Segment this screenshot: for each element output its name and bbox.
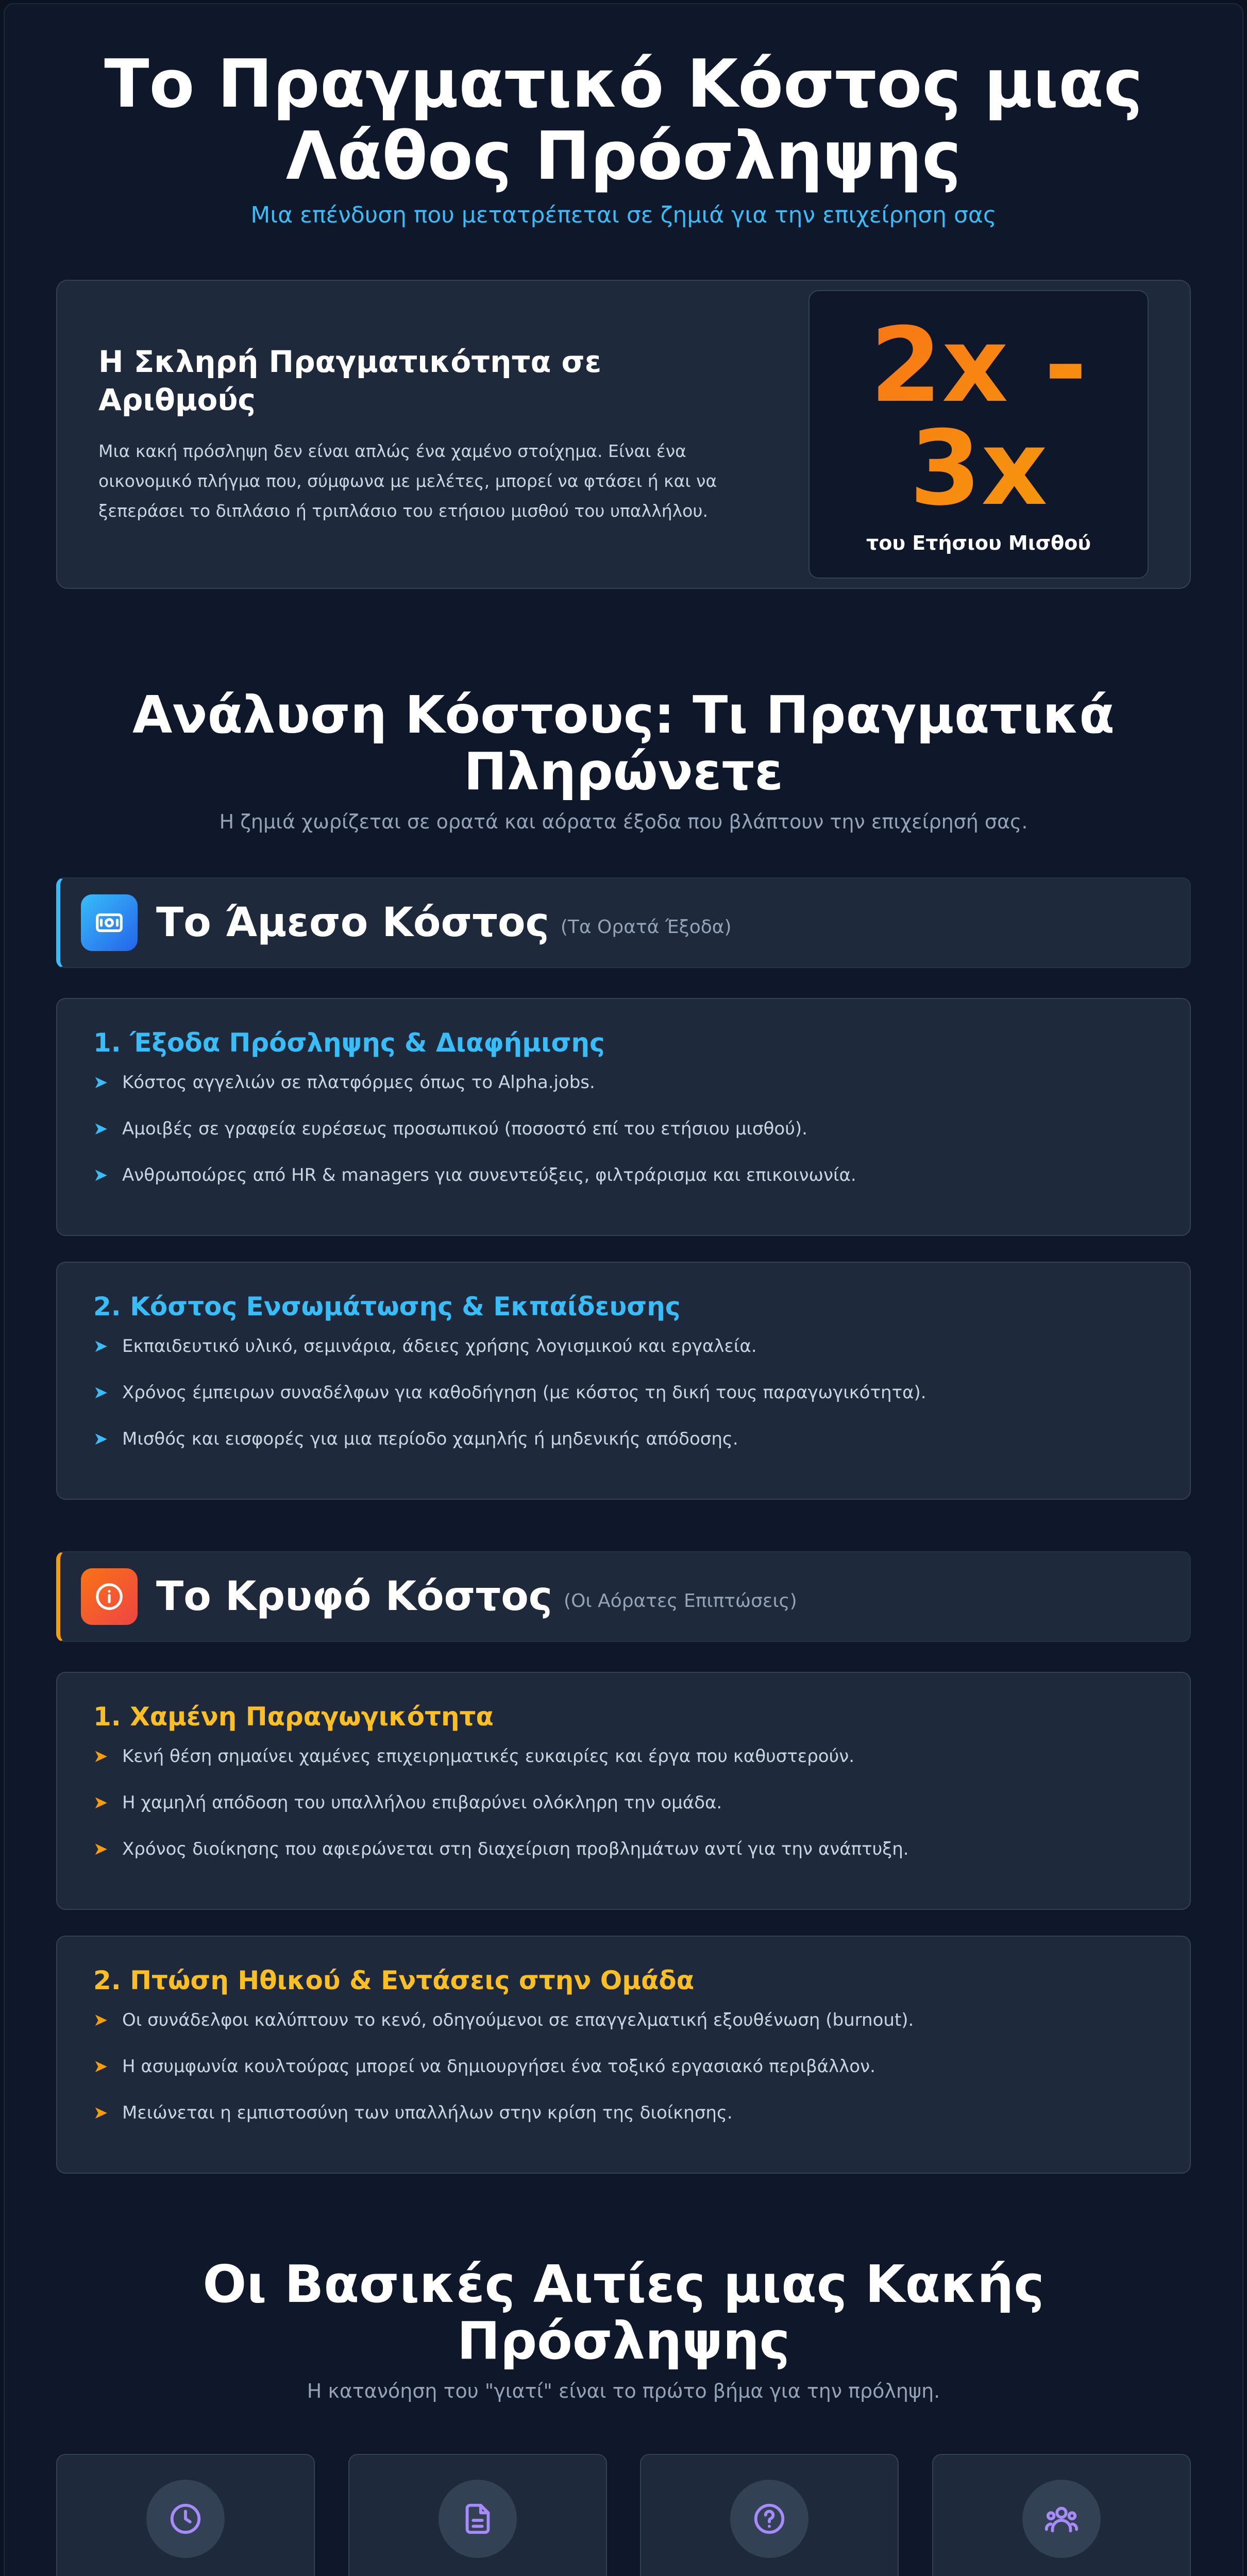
page-title-line-1: Το Πραγματικό Κόστος μιας [104, 46, 1143, 123]
direct-cost-title: Το Άμεσο Κόστος [156, 900, 549, 946]
causes-subtitle: Η κατανόηση του "γιατί" είναι το πρώτο βήμα για την πρόληψη. [307, 2380, 940, 2402]
list-item [93, 1427, 1154, 1451]
chevron-right-icon: ➤ [93, 1382, 108, 1403]
list-item-text: Εκπαιδευτικό υλικό, σεμινάρια, άδειες χρήσης λογισμικού και εργαλεία. [122, 1336, 757, 1357]
infographic-page [4, 3, 1243, 2576]
users-icon [1022, 2480, 1101, 2558]
cause-card-poor-interview [640, 2454, 899, 2576]
bullet-list [93, 1070, 1154, 1188]
direct-cost-card-2 [56, 1262, 1191, 1500]
bullet-list [93, 2008, 1154, 2125]
list-item [93, 2008, 1154, 2032]
list-item-text: Αμοιβές σε γραφεία ευρέσεως προσωπικού (ποσοστό επί του ετήσιου μισθού). [122, 1118, 807, 1139]
bullet-list [93, 1744, 1154, 1861]
hidden-cost-card-1 [56, 1672, 1191, 1910]
list-item-text: Οι συνάδελφοι καλύπτουν το κενό, οδηγούμενοι σε επαγγελματική εξουθένωση (burnout). [122, 2010, 914, 2030]
reality-description: Μια κακή πρόσληψη δεν είναι απλώς ένα χαμένο στοίχημα. Είναι ένα οικονομικό πλήγμα που, σύμφωνα με μελέτες, μπορεί να φτάσει ή και να ξεπεράσει το διπλάσιο ή τριπλάσιο του ετήσιου μισθού του υπαλλήλου. [98, 441, 717, 521]
list-item [93, 1070, 1154, 1095]
chevron-right-icon: ➤ [93, 1072, 108, 1093]
analysis-title-line-1: Ανάλυση Κόστους: Τι Πραγματικά [132, 685, 1115, 745]
list-item-text: Κόστος αγγελιών σε πλατφόρμες όπως το Alpha.jobs. [122, 1072, 595, 1093]
list-item [93, 1116, 1154, 1141]
list-item [93, 1163, 1154, 1188]
causes-heading [56, 2256, 1191, 2402]
card-title: 1. Χαμένη Παραγωγικότητα [93, 1702, 494, 1732]
chevron-right-icon: ➤ [93, 1336, 108, 1357]
chevron-right-icon: ➤ [93, 1792, 108, 1813]
reality-text-block [98, 343, 768, 526]
list-item [93, 2100, 1154, 2125]
analysis-title-line-2: Πληρώνετε [464, 741, 783, 802]
analysis-heading [56, 687, 1191, 833]
question-icon [730, 2480, 808, 2558]
list-item-text: Μισθός και εισφορές για μια περίοδο χαμηλής ή μηδενικής απόδοσης. [122, 1429, 738, 1449]
chevron-right-icon: ➤ [93, 2010, 108, 2030]
analysis-subtitle: Η ζημιά χωρίζεται σε ορατά και αόρατα έξοδα που βλάπτουν την επιχείρησή σας. [219, 810, 1028, 833]
reality-title-line-1: Η Σκληρή Πραγματικότητα σε [98, 344, 601, 379]
chevron-right-icon: ➤ [93, 1118, 108, 1139]
chevron-right-icon: ➤ [93, 2103, 108, 2123]
list-item-text: Κενή θέση σημαίνει χαμένες επιχειρηματικές ευκαιρίες και έργα που καθυστερούν. [122, 1746, 855, 1767]
list-item-text: Χρόνος διοίκησης που αφιερώνεται στη διαχείριση προβλημάτων αντί για την ανάπτυξη. [122, 1839, 909, 1859]
card-title: 1. Έξοδα Πρόσληψης & Διαφήμισης [93, 1028, 605, 1058]
stat-value-line-1: 2x - [870, 306, 1087, 426]
causes-title-line-1: Οι Βασικές Αιτίες μιας Κακής [203, 2254, 1044, 2314]
chevron-right-icon: ➤ [93, 1839, 108, 1859]
direct-cost-header [56, 877, 1191, 968]
stat-value-line-2: 3x [909, 409, 1048, 529]
list-item [93, 1744, 1154, 1769]
chevron-right-icon: ➤ [93, 2056, 108, 2077]
causes-title-line-2: Πρόσληψης [457, 2311, 790, 2371]
card-title: 2. Πτώση Ηθικού & Εντάσεις στην Ομάδα [93, 1965, 695, 1995]
analysis-title [56, 687, 1191, 800]
page-title-line-2: Λάθος Πρόσληψης [285, 118, 962, 195]
cause-card-time-pressure [56, 2454, 315, 2576]
stat-value [824, 306, 1133, 529]
list-item [93, 1334, 1154, 1359]
hidden-cost-tag: (Οι Αόρατες Επιπτώσεις) [564, 1590, 797, 1612]
list-item-text: Ανθρωποώρες από HR & managers για συνεντεύξεις, φιλτράρισμα και επικοινωνία. [122, 1165, 856, 1185]
cause-card-hard-skills [932, 2454, 1191, 2576]
reality-title-line-2: Αριθμούς [98, 382, 256, 417]
page-title [56, 4, 1191, 193]
stat-label: του Ετήσιου Μισθού [866, 532, 1091, 554]
hidden-cost-header [56, 1551, 1191, 1642]
list-item [93, 1837, 1154, 1861]
list-item-text: Χρόνος έμπειρων συναδέλφων για καθοδήγηση (με κόστος τη δική τους παραγωγικότητα). [122, 1382, 926, 1403]
clock-icon [146, 2480, 225, 2558]
bullet-list [93, 1334, 1154, 1451]
chevron-right-icon: ➤ [93, 1165, 108, 1185]
causes-title [56, 2256, 1191, 2369]
list-item [93, 2054, 1154, 2079]
cause-card-vague-description [348, 2454, 607, 2576]
chevron-right-icon: ➤ [93, 1429, 108, 1449]
money-icon [81, 894, 138, 951]
document-icon [439, 2480, 517, 2558]
direct-cost-tag: (Τα Ορατά Έξοδα) [560, 916, 732, 938]
list-item-text: Η ασυμφωνία κουλτούρας μπορεί να δημιουργήσει ένα τοξικό εργασιακό περιβάλλον. [122, 2056, 875, 2077]
causes-grid [56, 2454, 1191, 2576]
list-item [93, 1380, 1154, 1405]
info-icon [81, 1568, 138, 1625]
direct-cost-card-1 [56, 998, 1191, 1236]
list-item [93, 1790, 1154, 1815]
hidden-cost-title: Το Κρυφό Κόστος [156, 1573, 553, 1620]
card-title: 2. Κόστος Ενσωμάτωσης & Εκπαίδευσης [93, 1292, 681, 1321]
list-item-text: Μειώνεται η εμπιστοσύνη των υπαλλήλων στην κρίση της διοίκησης. [122, 2103, 733, 2123]
stat-box [808, 290, 1149, 579]
chevron-right-icon: ➤ [93, 1746, 108, 1767]
list-item-text: Η χαμηλή απόδοση του υπαλλήλου επιβαρύνει ολόκληρη την ομάδα. [122, 1792, 722, 1813]
reality-card [56, 280, 1191, 589]
page-subtitle: Μια επένδυση που μετατρέπεται σε ζημιά για την επιχείρηση σας [250, 202, 997, 228]
reality-title [98, 343, 768, 419]
hidden-cost-card-2 [56, 1936, 1191, 2174]
